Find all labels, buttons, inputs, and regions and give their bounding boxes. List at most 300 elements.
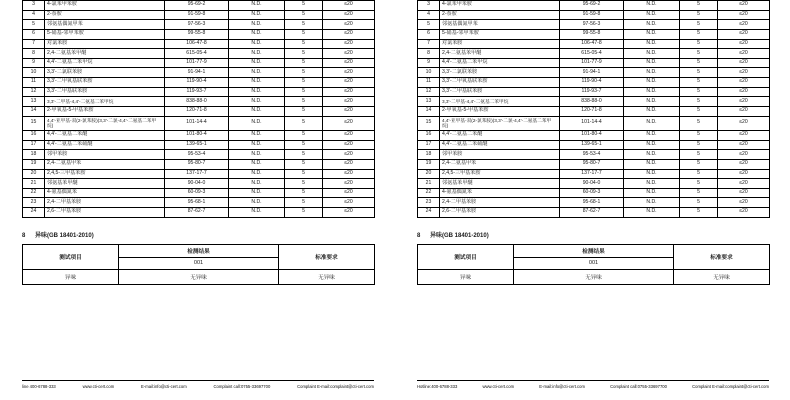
row-index: 5	[418, 20, 440, 30]
row-index: 14	[418, 106, 440, 116]
table-row	[418, 29, 770, 39]
row-standard-requirement: ≤20	[718, 10, 770, 20]
row-item-name: 4,4'-二氨基二苯硫醚	[440, 140, 560, 150]
row-detection-limit: 5	[285, 87, 323, 97]
odour-data-row	[23, 269, 375, 284]
table-row	[23, 188, 375, 198]
row-standard-requirement: ≤20	[718, 198, 770, 208]
row-cas-number: 101-77-9	[165, 58, 229, 68]
table-row	[23, 208, 375, 218]
row-detection-limit: 5	[680, 131, 718, 141]
row-result: N.D.	[624, 10, 680, 20]
row-detection-limit: 5	[680, 49, 718, 59]
row-item-name: 2,4-二氨基甲苯	[45, 159, 165, 169]
row-cas-number: 95-80-7	[560, 159, 624, 169]
row-item-name: 邻氨基苯甲醚	[440, 179, 560, 189]
row-standard-requirement: ≤20	[718, 1, 770, 11]
row-cas-number: 99-55-8	[560, 29, 624, 39]
row-index: 14	[23, 106, 45, 116]
odour-header-row	[418, 244, 770, 257]
row-item-name: 3,3'-二甲基联苯胺	[440, 87, 560, 97]
table-row	[418, 49, 770, 59]
row-result: N.D.	[624, 131, 680, 141]
row-detection-limit: 5	[680, 20, 718, 30]
row-index: 16	[418, 131, 440, 141]
row-standard-requirement: ≤20	[718, 131, 770, 141]
row-standard-requirement: ≤20	[323, 198, 375, 208]
row-item-name: 对氯苯胺	[45, 39, 165, 49]
row-cas-number: 119-93-7	[165, 87, 229, 97]
row-index: 7	[418, 39, 440, 49]
row-detection-limit: 5	[285, 179, 323, 189]
row-detection-limit: 5	[285, 10, 323, 20]
row-cas-number: 615-05-4	[165, 49, 229, 59]
footer-complaint-email[interactable]: Complaint E-mail:complaint@cti-cert.com	[297, 384, 374, 389]
footer-email[interactable]: E-mail:info@cti-cert.com	[141, 384, 187, 389]
row-result: N.D.	[624, 150, 680, 160]
row-standard-requirement: ≤20	[323, 1, 375, 11]
row-cas-number: 119-93-7	[560, 87, 624, 97]
row-index: 24	[23, 208, 45, 218]
table-row	[418, 179, 770, 189]
row-standard-requirement: ≤20	[718, 169, 770, 179]
residue-table-body-right	[418, 1, 770, 218]
row-cas-number: 106-47-8	[165, 39, 229, 49]
row-item-name: 4,4'-亚甲基-双(2-氯苯胺)(3,3'-二氯-4,4'-二氨基二苯甲烷)	[45, 116, 165, 131]
row-detection-limit: 5	[680, 159, 718, 169]
table-row	[23, 39, 375, 49]
row-standard-requirement: ≤20	[323, 20, 375, 30]
row-standard-requirement: ≤20	[718, 29, 770, 39]
row-detection-limit: 5	[680, 179, 718, 189]
table-row	[23, 116, 375, 131]
row-standard-requirement: ≤20	[323, 208, 375, 218]
row-cas-number: 101-14-4	[560, 116, 624, 131]
table-row	[418, 116, 770, 131]
row-cas-number: 91-94-1	[560, 68, 624, 78]
row-index: 8	[418, 49, 440, 59]
row-result: N.D.	[624, 140, 680, 150]
row-result: N.D.	[624, 106, 680, 116]
row-index: 9	[418, 58, 440, 68]
row-item-name: 3,3'-二甲氧基联苯胺	[440, 78, 560, 88]
row-cas-number: 91-59-8	[165, 10, 229, 20]
row-cas-number: 95-68-1	[560, 198, 624, 208]
footer-right	[417, 380, 769, 389]
row-cas-number: 120-71-8	[560, 106, 624, 116]
row-result: N.D.	[229, 131, 285, 141]
row-result: N.D.	[624, 1, 680, 11]
row-standard-requirement: ≤20	[323, 150, 375, 160]
table-row	[418, 58, 770, 68]
row-detection-limit: 5	[285, 169, 323, 179]
row-result: N.D.	[624, 87, 680, 97]
odour-header-std: 标准要求	[674, 244, 770, 269]
row-detection-limit: 5	[680, 68, 718, 78]
row-result: N.D.	[624, 179, 680, 189]
row-item-name: 4,4'-二氨基二苯醚	[45, 131, 165, 141]
row-cas-number: 90-04-0	[560, 179, 624, 189]
row-detection-limit: 5	[285, 188, 323, 198]
table-row	[23, 106, 375, 116]
row-result: N.D.	[229, 78, 285, 88]
row-cas-number: 119-90-4	[560, 78, 624, 88]
table-row	[23, 29, 375, 39]
table-row	[418, 97, 770, 107]
row-cas-number: 101-77-9	[560, 58, 624, 68]
row-index: 17	[418, 140, 440, 150]
row-index: 4	[418, 10, 440, 20]
row-item-name: 邻甲苯胺	[45, 150, 165, 160]
row-item-name: 4-氯苯甲苯胺	[45, 1, 165, 11]
row-detection-limit: 5	[285, 150, 323, 160]
row-item-name: 2,4-二氨基甲苯	[440, 159, 560, 169]
odour-item-std: 无异味	[674, 269, 770, 284]
footer-website[interactable]: www.cti-cert.com	[482, 384, 515, 389]
row-standard-requirement: ≤20	[718, 49, 770, 59]
row-result: N.D.	[624, 49, 680, 59]
row-detection-limit: 5	[285, 29, 323, 39]
row-item-name: 3,3'-二氯联苯胺	[440, 68, 560, 78]
row-standard-requirement: ≤20	[323, 188, 375, 198]
row-detection-limit: 5	[285, 1, 323, 11]
row-cas-number: 615-05-4	[560, 49, 624, 59]
row-index: 11	[23, 78, 45, 88]
footer-website[interactable]: www.cti-cert.com	[82, 384, 115, 389]
row-standard-requirement: ≤20	[718, 87, 770, 97]
row-result: N.D.	[624, 198, 680, 208]
row-result: N.D.	[624, 68, 680, 78]
row-cas-number: 87-62-7	[560, 208, 624, 218]
odour-header-result: 检测结果	[119, 244, 279, 257]
row-index: 10	[418, 68, 440, 78]
row-cas-number: 838-88-0	[165, 97, 229, 107]
table-row	[418, 198, 770, 208]
row-detection-limit: 5	[285, 116, 323, 131]
row-cas-number: 137-17-7	[165, 169, 229, 179]
row-detection-limit: 5	[680, 169, 718, 179]
row-item-name: 2-甲氧基-5-甲基苯胺	[440, 106, 560, 116]
row-item-name: 邻氨基苯甲醚	[45, 179, 165, 189]
row-standard-requirement: ≤20	[718, 78, 770, 88]
row-cas-number: 60-09-3	[165, 188, 229, 198]
row-detection-limit: 5	[680, 140, 718, 150]
row-standard-requirement: ≤20	[323, 10, 375, 20]
row-result: N.D.	[229, 97, 285, 107]
row-detection-limit: 5	[680, 116, 718, 131]
row-cas-number: 106-47-8	[560, 39, 624, 49]
row-standard-requirement: ≤20	[718, 188, 770, 198]
row-detection-limit: 5	[285, 97, 323, 107]
row-index: 12	[418, 87, 440, 97]
odour-item-name: 异味	[23, 269, 119, 284]
row-result: N.D.	[229, 29, 285, 39]
row-item-name: 4,4'-二氨基二苯醚	[440, 131, 560, 141]
table-row	[418, 150, 770, 160]
row-standard-requirement: ≤20	[718, 179, 770, 189]
row-index: 11	[418, 78, 440, 88]
row-index: 24	[418, 208, 440, 218]
row-item-name: 2-萘胺	[45, 10, 165, 20]
row-result: N.D.	[624, 39, 680, 49]
page-right-content	[417, 0, 769, 285]
row-result: N.D.	[229, 140, 285, 150]
row-standard-requirement: ≤20	[718, 208, 770, 218]
row-index: 17	[23, 140, 45, 150]
row-standard-requirement: ≤20	[718, 97, 770, 107]
odour-header-item: 测试项目	[418, 244, 514, 269]
row-result: N.D.	[624, 116, 680, 131]
row-index: 12	[23, 87, 45, 97]
odour-item-name: 异味	[418, 269, 514, 284]
table-row	[23, 169, 375, 179]
table-row	[23, 10, 375, 20]
row-standard-requirement: ≤20	[323, 49, 375, 59]
table-row	[23, 68, 375, 78]
row-cas-number: 137-17-7	[560, 169, 624, 179]
row-cas-number: 95-53-4	[560, 150, 624, 160]
table-row	[418, 106, 770, 116]
table-row	[418, 188, 770, 198]
table-row	[418, 87, 770, 97]
row-detection-limit: 5	[285, 20, 323, 30]
row-result: N.D.	[624, 58, 680, 68]
row-detection-limit: 5	[285, 140, 323, 150]
row-cas-number: 101-14-4	[165, 116, 229, 131]
row-standard-requirement: ≤20	[323, 58, 375, 68]
row-item-name: 2,4-二甲基苯胺	[440, 198, 560, 208]
odour-header-row	[23, 244, 375, 257]
row-standard-requirement: ≤20	[323, 78, 375, 88]
row-detection-limit: 5	[680, 188, 718, 198]
table-row	[418, 140, 770, 150]
row-item-name: 邻甲苯胺	[440, 150, 560, 160]
row-detection-limit: 5	[680, 97, 718, 107]
row-standard-requirement: ≤20	[323, 97, 375, 107]
row-index: 6	[418, 29, 440, 39]
row-detection-limit: 5	[285, 49, 323, 59]
footer-complaint-call: Complaint call:0755-33697700	[213, 384, 271, 389]
table-row	[418, 68, 770, 78]
row-item-name: 2,6-二甲基苯胺	[45, 208, 165, 218]
row-detection-limit: 5	[680, 208, 718, 218]
row-standard-requirement: ≤20	[323, 29, 375, 39]
row-index: 13	[418, 97, 440, 107]
row-result: N.D.	[624, 78, 680, 88]
row-detection-limit: 5	[285, 198, 323, 208]
table-row	[418, 208, 770, 218]
row-standard-requirement: ≤20	[323, 87, 375, 97]
odour-item-std: 无异味	[279, 269, 375, 284]
table-row	[418, 169, 770, 179]
row-result: N.D.	[229, 106, 285, 116]
odour-table-left	[22, 244, 375, 285]
row-result: N.D.	[229, 198, 285, 208]
row-cas-number: 95-69-2	[560, 1, 624, 11]
row-item-name: 2-甲氧基-5-甲基苯胺	[45, 106, 165, 116]
row-result: N.D.	[624, 188, 680, 198]
row-detection-limit: 5	[680, 198, 718, 208]
row-item-name: 2-萘胺	[440, 10, 560, 20]
row-item-name: 3,3'-二甲氧基联苯胺	[45, 78, 165, 88]
row-index: 3	[418, 1, 440, 11]
row-result: N.D.	[624, 29, 680, 39]
row-item-name: 4-氨基偶氮苯	[45, 188, 165, 198]
table-row	[418, 131, 770, 141]
row-item-name: 4,4'-亚甲基-双(2-氯苯胺)(3,3'-二氯-4,4'-二氨基二苯甲烷)	[440, 116, 560, 131]
footer-complaint-email[interactable]: Complaint E-mail:complaint@cti-cert.com	[692, 384, 769, 389]
row-detection-limit: 5	[285, 78, 323, 88]
row-standard-requirement: ≤20	[323, 159, 375, 169]
row-result: N.D.	[229, 58, 285, 68]
odour-section-number: 8	[22, 232, 26, 239]
row-detection-limit: 5	[680, 87, 718, 97]
page-right	[395, 0, 790, 400]
row-cas-number: 91-59-8	[560, 10, 624, 20]
footer-complaint-call: Complaint call:0755-33697700	[610, 384, 667, 389]
row-result: N.D.	[624, 169, 680, 179]
row-result: N.D.	[229, 179, 285, 189]
row-standard-requirement: ≤20	[718, 39, 770, 49]
row-item-name: 4,4'-二氨基二苯甲烷	[440, 58, 560, 68]
page-left-content	[22, 0, 374, 285]
row-item-name: 5-硝基-邻甲苯胺	[440, 29, 560, 39]
odour-table-right	[417, 244, 770, 285]
row-index: 21	[418, 179, 440, 189]
row-result: N.D.	[229, 159, 285, 169]
odour-item-result: 无异味	[119, 269, 279, 284]
row-cas-number: 95-53-4	[165, 150, 229, 160]
table-row	[23, 150, 375, 160]
row-standard-requirement: ≤20	[323, 131, 375, 141]
row-result: N.D.	[229, 49, 285, 59]
row-standard-requirement: ≤20	[718, 58, 770, 68]
row-cas-number: 120-71-8	[165, 106, 229, 116]
row-detection-limit: 5	[680, 10, 718, 20]
table-row	[23, 58, 375, 68]
row-item-name: 4,4'-二氨基二苯甲烷	[45, 58, 165, 68]
row-item-name: 3,3'-二甲基联苯胺	[45, 87, 165, 97]
row-detection-limit: 5	[285, 68, 323, 78]
row-item-name: 3,3'-二甲基-4,4'-二氨基二苯甲烷	[45, 97, 165, 107]
odour-header-result: 检测结果	[514, 244, 674, 257]
row-index: 13	[23, 97, 45, 107]
table-row	[23, 140, 375, 150]
row-item-name: 4-氯苯甲苯胺	[440, 1, 560, 11]
odour-section-title: 异味(GB 18401-2010)	[430, 232, 489, 239]
row-index: 22	[23, 188, 45, 198]
row-index: 22	[418, 188, 440, 198]
row-index: 9	[23, 58, 45, 68]
row-cas-number: 139-65-1	[165, 140, 229, 150]
row-detection-limit: 5	[285, 106, 323, 116]
table-row	[418, 39, 770, 49]
row-detection-limit: 5	[285, 39, 323, 49]
row-result: N.D.	[624, 159, 680, 169]
row-index: 23	[418, 198, 440, 208]
row-cas-number: 91-94-1	[165, 68, 229, 78]
row-index: 10	[23, 68, 45, 78]
row-detection-limit: 5	[285, 208, 323, 218]
row-result: N.D.	[624, 97, 680, 107]
odour-section-heading-right	[417, 230, 769, 239]
row-result: N.D.	[624, 20, 680, 30]
footer-left	[22, 380, 374, 389]
row-index: 20	[23, 169, 45, 179]
table-row	[23, 1, 375, 11]
table-row	[418, 20, 770, 30]
row-cas-number: 60-09-3	[560, 188, 624, 198]
footer-hotline: line 400-6788-333	[22, 384, 56, 389]
row-index: 15	[418, 116, 440, 131]
table-row	[23, 49, 375, 59]
row-detection-limit: 5	[680, 1, 718, 11]
row-item-name: 2,4-二氨基苯甲醚	[45, 49, 165, 59]
table-row	[418, 1, 770, 11]
row-cas-number: 119-90-4	[165, 78, 229, 88]
row-cas-number: 139-65-1	[560, 140, 624, 150]
row-detection-limit: 5	[285, 131, 323, 141]
row-standard-requirement: ≤20	[323, 116, 375, 131]
row-cas-number: 101-80-4	[560, 131, 624, 141]
row-index: 19	[418, 159, 440, 169]
row-item-name: 5-硝基-邻甲苯胺	[45, 29, 165, 39]
table-row	[23, 20, 375, 30]
row-standard-requirement: ≤20	[718, 68, 770, 78]
row-detection-limit: 5	[285, 58, 323, 68]
row-standard-requirement: ≤20	[323, 140, 375, 150]
row-standard-requirement: ≤20	[718, 20, 770, 30]
row-item-name: 邻氨基偶氮甲苯	[45, 20, 165, 30]
row-result: N.D.	[229, 116, 285, 131]
row-standard-requirement: ≤20	[323, 39, 375, 49]
table-row	[418, 159, 770, 169]
row-item-name: 邻氨基偶氮甲苯	[440, 20, 560, 30]
row-detection-limit: 5	[680, 58, 718, 68]
table-row	[23, 198, 375, 208]
table-row	[23, 179, 375, 189]
row-detection-limit: 5	[680, 39, 718, 49]
row-index: 16	[23, 131, 45, 141]
odour-section-number: 8	[417, 232, 421, 239]
row-detection-limit: 5	[285, 159, 323, 169]
row-detection-limit: 5	[680, 78, 718, 88]
row-detection-limit: 5	[680, 106, 718, 116]
residue-table-body-left	[23, 1, 375, 218]
table-row	[23, 159, 375, 169]
row-item-name: 对氯苯胺	[440, 39, 560, 49]
row-item-name: 4,4'-二氨基二苯硫醚	[45, 140, 165, 150]
footer-email[interactable]: E-mail:info@cti-cert.com	[539, 384, 585, 389]
row-index: 8	[23, 49, 45, 59]
table-row	[23, 97, 375, 107]
row-cas-number: 99-55-8	[165, 29, 229, 39]
row-standard-requirement: ≤20	[323, 169, 375, 179]
row-cas-number: 95-80-7	[165, 159, 229, 169]
row-item-name: 2,4,5-三甲基苯胺	[45, 169, 165, 179]
table-row	[23, 131, 375, 141]
row-standard-requirement: ≤20	[718, 140, 770, 150]
row-index: 15	[23, 116, 45, 131]
row-result: N.D.	[624, 208, 680, 218]
row-standard-requirement: ≤20	[323, 106, 375, 116]
odour-header-std: 标准要求	[279, 244, 375, 269]
row-standard-requirement: ≤20	[323, 68, 375, 78]
residue-table-left	[22, 0, 375, 218]
row-result: N.D.	[229, 20, 285, 30]
row-standard-requirement: ≤20	[718, 150, 770, 160]
row-cas-number: 87-62-7	[165, 208, 229, 218]
